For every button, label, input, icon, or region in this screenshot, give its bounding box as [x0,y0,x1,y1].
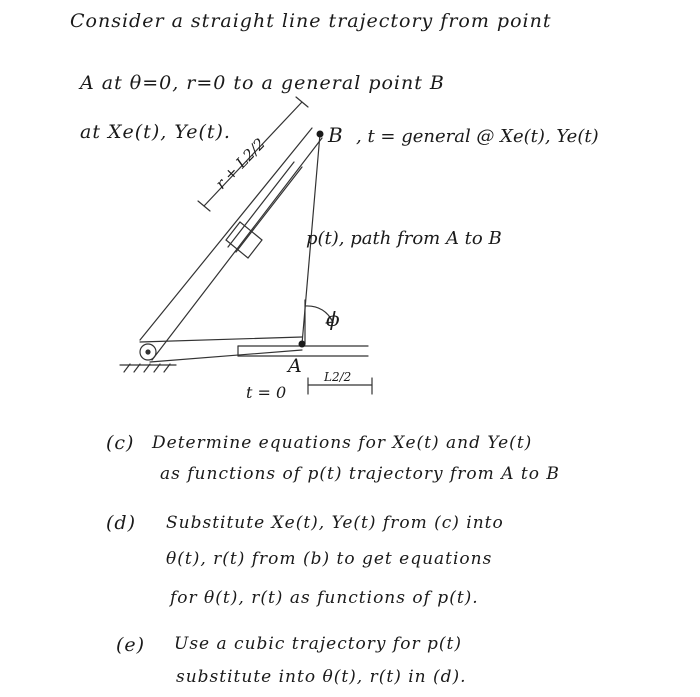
point-a [299,341,306,348]
arm-to-b [140,128,312,340]
question-d-line-3: for θ(t), r(t) as functions of p(t). [170,588,479,608]
question-e-label: (e) [116,634,146,656]
intro-line-1: Consider a straight line trajectory from point [70,10,552,32]
intro-line-2: A at θ=0, r=0 to a general point B [80,72,445,94]
label-r-dimension: r + L2/2 [211,134,269,193]
half-l2: L2/2 [324,370,352,384]
question-d-line-1: Substitute Xe(t), Ye(t) from (c) into [166,513,504,533]
question-d-label: (d) [106,512,136,534]
question-e-line-1: Use a cubic trajectory for p(t) [174,634,462,654]
question-e-line-2: substitute into θ(t), r(t) in (d). [176,667,467,687]
intro-line-3: at Xe(t), Ye(t). [80,121,231,143]
question-c-line-1: Determine equations for Xe(t) and Ye(t) [152,433,533,453]
label-b: B [328,123,343,147]
point-b [317,131,324,138]
question-d-line-2: θ(t), r(t) from (b) to get equations [166,549,493,569]
t-zero: t = 0 [246,383,287,402]
rod-to-a [140,337,302,342]
path-label: p(t), path from A to B [306,228,502,249]
label-phi: ϕ [326,307,340,331]
question-c-line-2: as functions of p(t) trajectory from A to B [160,464,560,484]
label-a: A [288,355,302,377]
b-note: , t = general @ Xe(t), Ye(t) [356,126,599,147]
question-c-label: (c) [106,432,135,454]
